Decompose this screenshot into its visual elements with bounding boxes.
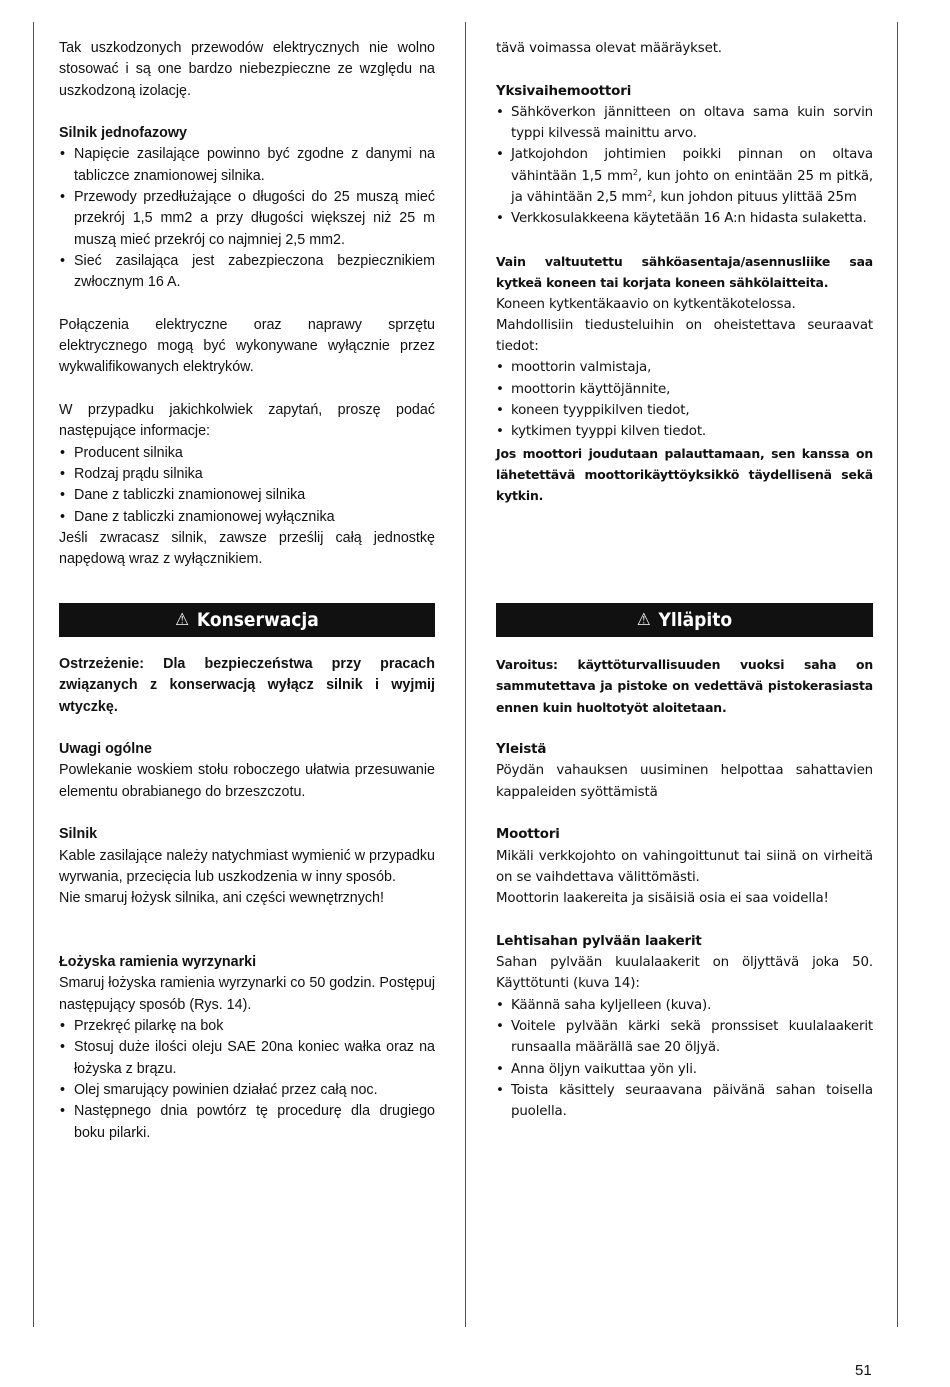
list-item: • Przewody przedłużające o długości do 25 muszą mieć przekrój 1,5 mm2 a przy długości większej niż 25 m muszą mieć przekrój co najmniej 2,5 mm2. — [59, 187, 435, 251]
motor-text: Kable zasilające należy natychmiast wymienić w przypadku wyrwania, przecięcia lub uszkodzenia w inny sposób. — [59, 847, 435, 885]
list-item: • koneen tyyppikilven tiedot, — [496, 400, 873, 421]
maintenance-heading: Konserwacja — [196, 609, 319, 631]
list-item: • Następnego dnia powtórz tę procedurę dla drugiego boku pilarki. — [59, 1101, 435, 1144]
inquiry-list — [59, 443, 435, 528]
general-text: Powlekanie woskiem stołu roboczego ułatwia przesuwanie elementu obrabianego do brzeszczotu. — [59, 762, 435, 800]
list-item: • Käännä saha kyljelleen (kuva). — [496, 995, 873, 1016]
inquiry-intro: W przypadku jakichkolwiek zapytań, proszę podać następujące informacje: — [59, 402, 435, 440]
list-item: • Anna öljyn vaikuttaa yön yli. — [496, 1059, 873, 1080]
list-item: • Przekręć pilarkę na bok — [59, 1016, 435, 1037]
general-heading: Uwagi ogólne — [59, 741, 152, 758]
list-item: • Stosuj duże ilości oleju SAE 20na koniec wałka oraz na łożyska z brązu. — [59, 1037, 435, 1080]
single-phase-heading: Yksivaihemoottori — [496, 83, 632, 99]
list-item-text: , kun johdon pituus ylittää 25m — [652, 190, 857, 206]
regulations-text: tävä voimassa olevat määräykset. — [496, 41, 722, 56]
general-text: Pöydän vahauksen uusiminen helpottaa sahattavien kappaleiden syöttämistä — [496, 763, 873, 800]
maintenance-heading: Ylläpito — [658, 609, 733, 631]
superscript: 2 — [647, 189, 653, 199]
general-heading: Yleistä — [496, 742, 547, 758]
left-top-section — [59, 38, 435, 570]
left-bottom-section — [59, 654, 435, 1144]
list-item-text: Jatkojohdon johtimien poikki pinnan on oltava vähintään 1,5 mm — [511, 147, 873, 184]
maintenance-warning: Ostrzeżenie: Dla bezpieczeństwa przy pracach związanych z konserwacją wyłącz silnik i wyjmij wtyczkę. — [59, 656, 435, 715]
single-phase-list — [496, 102, 873, 230]
list-item: • Producent silnika — [59, 443, 435, 464]
list-item: • Napięcie zasilające powinno być zgodne z danymi na tabliczce znamionowej silnika. — [59, 144, 435, 187]
motor-text: Mikäli verkkojohto on vahingoittunut tai siinä on virheitä on se vaihdettava välittömästi. — [496, 848, 873, 885]
warning-triangle-icon: ⚠ — [636, 610, 651, 630]
wiring-note: Koneen kytkentäkaavio on kytkentäkotelossa. — [496, 296, 796, 312]
maintenance-warning: Varoitus: käyttöturvallisuuden vuoksi saha on sammutettava ja pistoke on vedettävä pistokerasiasta ennen kuin huoltotyöt aloitetaan. — [496, 657, 873, 715]
motor-heading: Silnik — [59, 826, 98, 843]
single-phase-heading: Silnik jednofazowy — [59, 125, 187, 142]
motor-text-2: Nie smaruj łożysk silnika, ani części wewnętrznych! — [59, 890, 384, 907]
inquiry-list — [496, 357, 873, 442]
left-margin-rule — [33, 22, 34, 1327]
maintenance-heading-bar — [496, 603, 873, 637]
list-item: • moottorin käyttöjännite, — [496, 379, 873, 400]
bearings-heading: Łożyska ramienia wyrzynarki — [59, 954, 257, 971]
list-item: • Olej smarujący powinien działać przez całą noc. — [59, 1080, 435, 1101]
return-note: Jeśli zwracasz silnik, zawsze prześlij całą jednostkę napędową wraz z wyłącznikiem. — [59, 529, 435, 568]
list-item: • Toista käsittely seuraavana päivänä sahan toisella puolella. — [496, 1080, 873, 1123]
bearings-list — [496, 995, 873, 1123]
list-item: • Voitele pylvään kärki sekä pronssiset kuulalaakerit runsaalla määrällä sae 20 öljyä. — [496, 1016, 873, 1059]
motor-text-2: Moottorin laakereita ja sisäisiä osia ei saa voidella! — [496, 891, 829, 907]
warning-triangle-icon: ⚠ — [175, 610, 189, 630]
motor-heading: Moottori — [496, 827, 560, 843]
list-item-text: , kun johto on enintään 25 m pitkä, ja vähintään 2,5 mm — [511, 168, 873, 206]
damaged-cables-text: Tak uszkodzonych przewodów elektrycznych nie wolno stosować i są one bardzo niebezpieczne ze względu na uszkodzoną izolację. — [59, 40, 435, 99]
list-item — [496, 144, 873, 208]
page-number: 51 — [855, 1362, 872, 1379]
electrician-notice: Vain valtuutettu sähköasentaja/asennusliike saa kytkeä koneen tai korjata koneen sähkölaitteita. — [496, 253, 873, 291]
bearings-text: Sahan pylvään kuulalaakerit on öljyttävä joka 50. Käyttötunti (kuva 14): — [496, 955, 873, 992]
list-item: • Sähköverkon jännitteen on oltava sama kuin sorvin typpi kilvessä mainittu arvo. — [496, 102, 873, 145]
inquiry-intro: Mahdollisiin tiedusteluihin on oheistettava seuraavat tiedot: — [496, 317, 873, 355]
list-item: • Verkkosulakkeena käytetään 16 A:n hidasta sulaketta. — [496, 208, 873, 229]
list-item: • moottorin valmistaja, — [496, 357, 873, 378]
return-notice: Jos moottori joudutaan palauttamaan, sen kanssa on lähetettävä moottorikäyttöyksikkö täydellisenä sekä kytkin. — [496, 445, 873, 504]
bearings-heading: Lehtisahan pylvään laakerit — [496, 933, 702, 949]
maintenance-heading-bar — [59, 603, 435, 637]
right-bottom-section — [496, 654, 873, 1123]
list-item: • Dane z tabliczki znamionowej wyłącznika — [59, 507, 435, 528]
center-divider-rule — [465, 22, 466, 1327]
bearings-list — [59, 1016, 435, 1144]
right-top-section — [496, 38, 873, 507]
single-phase-list — [59, 144, 435, 293]
right-margin-rule — [897, 22, 898, 1327]
list-item: • Sieć zasilająca jest zabezpieczona bezpiecznikiem zwłocznym 16 A. — [59, 251, 435, 294]
list-item: • Rodzaj prądu silnika — [59, 464, 435, 485]
connections-text: Połączenia elektryczne oraz naprawy sprzętu elektrycznego mogą być wykonywane wyłącznie przez wykwalifikowanych elektryków. — [59, 316, 435, 376]
bearings-text: Smaruj łożyska ramienia wyrzynarki co 50 godzin. Postępuj następujący sposób (Rys. 14). — [59, 975, 435, 1013]
list-item: • Dane z tabliczki znamionowej silnika — [59, 485, 435, 506]
superscript: 2 — [632, 167, 638, 177]
list-item: • kytkimen tyyppi kilven tiedot. — [496, 421, 873, 442]
